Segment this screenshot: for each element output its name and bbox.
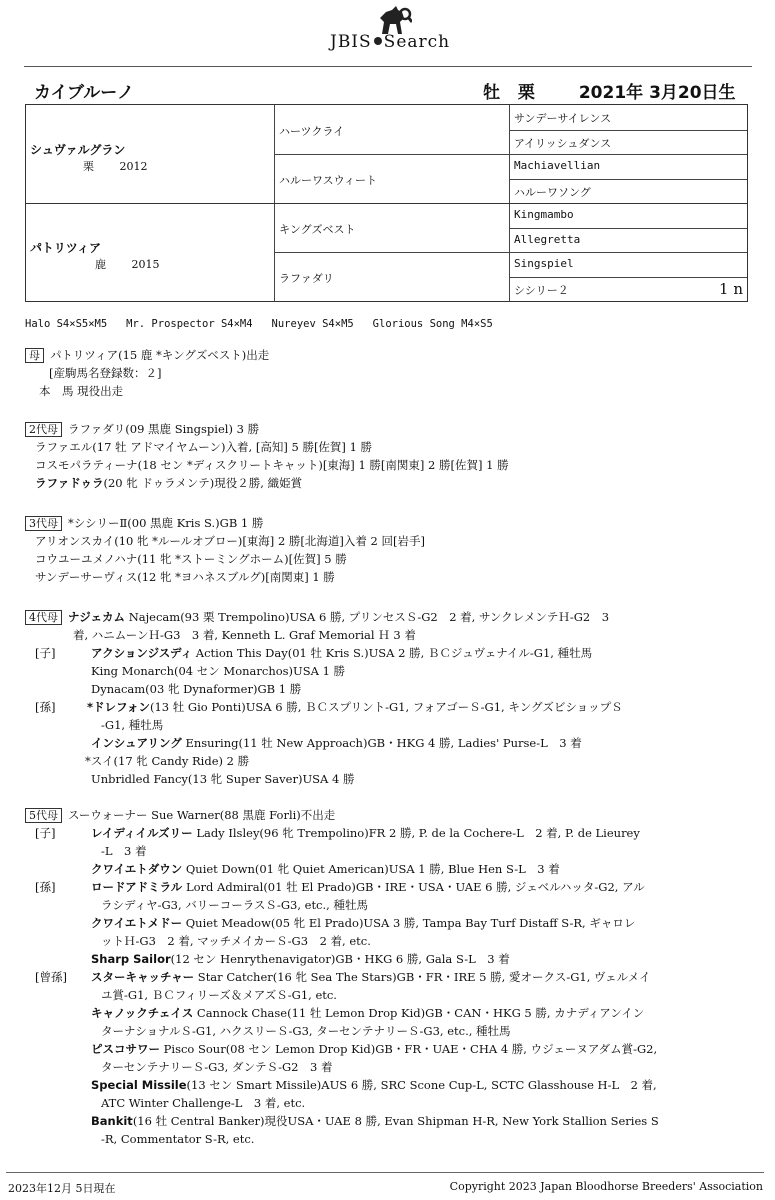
- self-status: 本 馬 現役出走: [39, 384, 124, 398]
- pedigree-table: [25, 104, 748, 302]
- footer-date: 2023年12月 5日現在: [8, 1182, 116, 1195]
- g5-great-row: キャノックチェイス Cannock Chase(11 牡 Lemon Drop Kid)GB・CAN・HKG 5 勝, カナディアンイン: [91, 1006, 645, 1020]
- g5-great-row: -R, Commentator S-R, etc.: [101, 1132, 255, 1146]
- sire-name[interactable]: シュヴァルグラン: [30, 143, 126, 157]
- g5-child-row: クワイエトダウン Quiet Down(01 牝 Quiet American)USA 1 勝, Blue Hen S-L 3 着: [91, 862, 560, 876]
- g5-great-row: ピスコサワー Pisco Sour(08 セン Lemon Drop Kid)GB・FR・UAE・CHA 4 勝, ウジェーヌアダム賞-G2,: [91, 1042, 658, 1056]
- inbreeding-line: Halo S4×S5×M5 Mr. Prospector S4×M4 Nureyev S4×M5 Glorious Song M4×S5: [25, 318, 493, 330]
- g3-tag: 3代母: [25, 516, 62, 531]
- dam-progeny-count: [産駒馬名登録数：２]: [49, 366, 162, 380]
- g5-great-row: Special Missile(13 セン Smart Missile)AUS 6 勝, SRC Scone Cup-L, SCTC Glasshouse H-L 2 着,: [91, 1078, 657, 1092]
- g5-grand-row: クワイエトメドー Quiet Meadow(05 牝 El Prado)USA 3 勝, Tampa Bay Turf Distaff S-R, ギャロレ: [91, 916, 636, 930]
- pedigree-g3-1[interactable]: サンデーサイレンス: [514, 112, 612, 125]
- pedigree-g2-3[interactable]: キングズベスト: [279, 223, 356, 236]
- g3-section: [25, 514, 755, 586]
- dam-section: [25, 346, 755, 400]
- pedigree-g3-6[interactable]: Allegretta: [514, 233, 581, 246]
- g5-grand-row: [孫] ロードアドミラル Lord Admiral(01 牡 El Prado)GB・IRE・USA・UAE 6 勝, ジェベルハッタ-G2, アル: [35, 880, 645, 894]
- g5-great-row: ターセンテナリーＳ-G3, ダンテＳ-G2 3 着: [101, 1060, 333, 1074]
- pedigree-g3-2[interactable]: アイリッシュダンス: [514, 137, 612, 150]
- g4-child-row: [子] アクションジスディ Action This Day(01 牡 Kris S.)USA 2 勝, ＢＣジュヴェナイル-G1, 種牡馬: [35, 646, 593, 660]
- g2-line: ラファドゥラ(20 牝 ドゥラメンテ)現役２勝, 織姫賞: [35, 476, 303, 490]
- horse-info: [483, 78, 748, 103]
- logo-text: JBIS Search: [330, 32, 451, 52]
- g2-section: [25, 420, 755, 492]
- g4-head-cont: 着, ハニムーンＨ-G3 3 着, Kenneth L. Graf Memorial Ｈ 3 着: [73, 628, 416, 642]
- g5-child-row: -L 3 着: [101, 844, 147, 858]
- g5-grand-row: Sharp Sailor(12 セン Henrythenavigator)GB・HKG 6 勝, Gala S-L 3 着: [91, 952, 510, 966]
- g4-grand-row: -G1, 種牡馬: [101, 718, 164, 732]
- pedigree-g3-8[interactable]: シシリー２: [514, 284, 569, 297]
- g5-grand-row: ットＨ-G3 2 着, マッチメイカーＳ-G3 2 着, etc.: [101, 934, 371, 948]
- horse-color: 栗: [517, 83, 535, 103]
- horse-name: カイブルーノ: [34, 83, 134, 103]
- g4-child-row: King Monarch(04 セン Monarchos)USA 1 勝: [91, 664, 346, 678]
- g5-section: [25, 806, 755, 1148]
- dam-name[interactable]: パトリツィア: [30, 241, 102, 255]
- g5-tag: 5代母: [25, 808, 62, 823]
- g4-child-row: Dynacam(03 牝 Dynaformer)GB 1 勝: [91, 682, 302, 696]
- g5-head: スーウォーナー Sue Warner(88 黒鹿 Forli)不出走: [68, 808, 336, 822]
- dam-line: パトリツィア(15 鹿 *キングズベスト)出走: [50, 348, 270, 362]
- header-divider: [24, 66, 752, 67]
- g5-great-row: ATC Winter Challenge-L 3 着, etc.: [101, 1096, 306, 1110]
- horse-birth: 2021年 3月20日生: [578, 83, 736, 103]
- g5-child-row: [子] レイディイルズリー Lady Ilsley(96 牝 Trempolino)FR 2 勝, P. de la Cochere-L 2 着, P. de Lieurey: [35, 826, 640, 840]
- g3-head: *シシリーⅡ(00 黒鹿 Kris S.)GB 1 勝: [68, 516, 264, 530]
- pedigree-g3-3[interactable]: Machiavellian: [514, 159, 601, 172]
- footer-divider: [6, 1172, 764, 1173]
- pedigree-g3-7[interactable]: Singspiel: [514, 257, 574, 270]
- horse-sex: 牡: [483, 83, 500, 103]
- pedigree-g2-2[interactable]: ハルーワスウィート: [279, 174, 378, 187]
- sire-detail: 栗 2012: [83, 160, 148, 173]
- g5-great-row: Bankit(16 牡 Central Banker)現役USA・UAE 8 勝, Evan Shipman H-R, New York Stallion Series S: [91, 1114, 659, 1128]
- g2-tag: 2代母: [25, 422, 62, 437]
- g4-grand-row: インシュアリング Ensuring(11 牡 New Approach)GB・HKG 4 勝, Ladies' Purse-L 3 着: [91, 736, 582, 750]
- dam-detail: 鹿 2015: [95, 258, 160, 271]
- g5-great-row: ユ賞-G1, ＢＣフィリーズ＆メアズＳ-G1, etc.: [101, 988, 337, 1002]
- g3-line: アリオンスカイ(10 牝 *ルールオブロー)[東海] 2 勝[北海道]入着 2 回[岩手]: [35, 534, 425, 548]
- g3-line: コウユーユメノハナ(11 牝 *ストーミングホーム)[佐賀] 5 勝: [35, 552, 347, 566]
- g4-tag: 4代母: [25, 610, 62, 625]
- pedigree-sire[interactable]: [30, 141, 270, 174]
- g4-grand-row: *スイ(17 牝 Candy Ride) 2 勝: [85, 754, 250, 768]
- pedigree-g3-5[interactable]: Kingmambo: [514, 208, 574, 221]
- g2-head: ラファダリ(09 黒鹿 Singspiel) 3 勝: [68, 422, 260, 436]
- g5-grand-row: ラシディヤ-G3, バリーコーラスＳ-G3, etc., 種牡馬: [101, 898, 368, 912]
- g2-line: コスモパラティーナ(18 セン *ディスクリートキャット)[東海] 1 勝[南関東] 2 勝[佐賀] 1 勝: [35, 458, 509, 472]
- jbis-logo[interactable]: [328, 4, 468, 54]
- g4-grand-row: [孫] *ドレフォン(13 牡 Gio Ponti)USA 6 勝, ＢＣスプリント-G1, フォアゴーＳ-G1, キングズビショップＳ: [35, 700, 623, 714]
- pedigree-dam[interactable]: [30, 239, 270, 272]
- footer-copyright: Copyright 2023 Japan Bloodhorse Breeders' Association: [449, 1180, 763, 1193]
- g5-great-row: [曾孫] スターキャッチャー Star Catcher(16 牝 Sea The Stars)GB・FR・IRE 5 勝, 愛オークス-G1, ヴェルメイ: [35, 970, 651, 984]
- pedigree-g2-4[interactable]: ラファダリ: [279, 272, 334, 285]
- g3-line: サンデーサーヴィス(12 牝 *ヨハネスブルグ)[南関東] 1 勝: [35, 570, 335, 584]
- g5-great-row: ターナショナルＳ-G1, ハクスリーＳ-G3, ターセンテナリーＳ-G3, etc., 種牡馬: [101, 1024, 511, 1038]
- dam-tag: 母: [25, 348, 44, 363]
- family-number: 1 n: [719, 280, 743, 298]
- pedigree-g3-4[interactable]: ハルーワソング: [514, 186, 591, 199]
- g2-line: ラファエル(17 牡 アドマイヤムーン)入着, [高知] 5 勝[佐賀] 1 勝: [35, 440, 373, 454]
- g4-grand-row: Unbridled Fancy(13 牝 Super Saver)USA 4 勝: [91, 772, 355, 786]
- pedigree-g2-1[interactable]: ハーツクライ: [279, 125, 345, 138]
- g4-section: 4代母 ナジェカム Najecam(93 栗 Trempolino)USA 6 勝, プリンセスＳ-G2 2 着, サンクレメンテＨ-G2 3 着, ハニムーンＨ-G3 3 着, Kenneth L. Graf Memorial Ｈ 3 着 [子] アクションジスディ Action This Day(01 牡 Kris S.)USA 2 勝, ＢＣジュヴェナイル-G1, 種牡馬 King Monarch(04 セン Monarchos)USA 1 勝 Dynacam(03 牝 Dynaformer)GB 1 勝 [孫] *ドレフォン(13 牡 Gio Ponti)USA 6 勝, ＢＣスプリント-G1, フォアゴーＳ-G1, キングズビショップＳ -G1, 種牡馬 インシュアリング Ensuring(11 牡 New Approach)GB・HKG 4 勝, Ladies' Purse-L 3 着 *スイ(17 牝 Candy Ride) 2 勝 Unbridled Fancy(13 牝 Super Saver)USA 4 勝: [25, 608, 755, 788]
